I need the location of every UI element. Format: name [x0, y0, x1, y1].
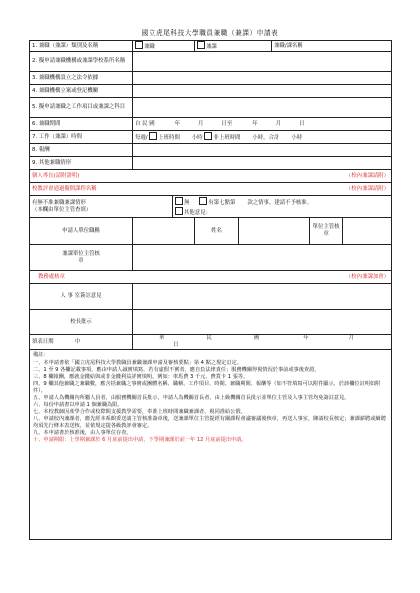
option-other-opinion: 其他意見：: [184, 209, 211, 216]
period-day-to: 日至: [221, 120, 233, 127]
row-registration: [30, 85, 392, 98]
note-item: 二、1 至 9 各欄記載事項，應由申請人誠實填寫，若有虛假不實者，應自負法律責任；服務機關得視情況於事前或事後查證。: [33, 367, 320, 373]
row-fill-date: [30, 335, 392, 350]
president-field[interactable]: [133, 310, 392, 335]
row-work-time: [30, 131, 392, 144]
supervisor-stamp-field[interactable]: [343, 218, 391, 244]
row-teaching-unit: [30, 245, 392, 271]
option-has-article: 有第七點第: [208, 199, 236, 206]
checkbox-none[interactable]: [175, 197, 183, 205]
form-title: 國立虎尾科技大學職員兼職（兼課）申請表: [141, 29, 279, 37]
note-item: 五、申請人為機關內所屬人員者，由服務機關首長批示，申請人為機關首長者，由上級機關首長批示並單位主管及人事主管均免簽註意見。: [33, 395, 350, 401]
row-conflict: [30, 196, 392, 218]
notes-section: [30, 350, 392, 540]
legal-basis-field[interactable]: [133, 72, 392, 85]
compensation-field[interactable]: [133, 144, 392, 157]
option-none: 無: [184, 199, 190, 206]
work-time-label: 7. 工作（兼課）時間: [30, 131, 133, 144]
fill-date-label: [30, 335, 133, 350]
hours-total-label: 小時，合計: [252, 135, 280, 141]
row-president: [30, 310, 392, 335]
other-jobs-label: 9. 其他兼職情形: [30, 157, 133, 170]
legal-basis-label: 3. 兼職機構設立之法令依據: [30, 72, 133, 85]
fill-date-hua: 華: [159, 335, 165, 341]
row-legal-basis: [30, 72, 392, 85]
hours-unit-1: 小時: [191, 135, 203, 141]
period-day2-unit: 日: [299, 120, 305, 127]
other-jobs-field[interactable]: [133, 157, 392, 170]
teaching-unit-field[interactable]: [133, 245, 392, 271]
note-item-deadline: 十、申請期限：上學期兼課於 6 月底前提出申請，下學期兼課於前一年 12 月底前提出申請。: [33, 437, 247, 443]
supervisor-stamp-label: 單位主管核章: [310, 218, 343, 244]
curriculum-label: 校教評會通過擬開課程名稱: [30, 183, 272, 196]
row-work-items: [30, 98, 392, 118]
row-curriculum: [30, 183, 392, 196]
checkbox-part-time-teaching[interactable]: [197, 41, 205, 49]
checkbox-part-time-job[interactable]: [135, 41, 143, 49]
note-item: 七、本校教師因產學合作或校際間支援教學需要，奉准上班時間兼職兼課者，視同准給公假。: [33, 409, 246, 415]
fill-date-min: 民: [206, 335, 212, 341]
supervisor-stamp-cell: [310, 218, 392, 245]
note-item: 九、本申請書於核准後，由人事單位存查。: [33, 430, 132, 436]
checkbox-other-opinion[interactable]: [175, 207, 183, 215]
organization-label: 2. 擬申請兼職機構或兼課學校系所名稱: [30, 52, 133, 72]
period-field[interactable]: [133, 118, 392, 131]
work-items-label: 5. 擬申請兼職之工作項目或兼課之科目: [30, 98, 133, 118]
checkbox-working-hours[interactable]: [149, 132, 157, 140]
work-time-field: [133, 131, 392, 144]
row-academic-affairs: [30, 271, 392, 284]
academic-affairs-label: 教務處核章: [30, 271, 239, 284]
president-label: 校長批示: [30, 310, 133, 335]
period-month-unit: 月: [198, 120, 204, 127]
applicant-unit-title-label: 申請人單位職稱: [30, 218, 133, 245]
option-working-hours: 上班時間: [158, 135, 180, 141]
expertise-note: （校內兼課請附）: [272, 170, 392, 183]
conflict-label-line2: （本欄由單位主管查填）: [32, 206, 92, 213]
category-options: [133, 41, 195, 52]
note-item: 六、每份申請書以申請 1 個兼職為限。: [33, 402, 123, 408]
category-label: 1. 兼職（兼課）類別及名稱: [30, 41, 133, 52]
organization-field[interactable]: [133, 52, 392, 72]
fill-date-day: 日: [173, 342, 179, 348]
category-name-field[interactable]: 兼職/課名稱: [272, 41, 392, 52]
note-item: 三、8 欄報酬，應就金錢給與或非金錢利益詳實填明。例如：車馬費 3 千元、費貨卡 1 張等。: [33, 374, 249, 380]
academic-affairs-note: （校內兼課加會）: [239, 271, 392, 284]
fill-date-year: 年: [303, 335, 309, 341]
period-year2-unit: 年: [252, 120, 258, 127]
personnel-label: 人 事 室簽註意見: [30, 284, 133, 310]
row-personnel: [30, 284, 392, 310]
fill-date-guo: 國: [253, 335, 260, 341]
work-items-field[interactable]: [133, 98, 392, 118]
notes-title: 備註：: [33, 352, 49, 358]
period-from: 自 民 國: [135, 120, 155, 127]
hours-unit-3: 小時: [291, 135, 303, 141]
teaching-unit-label: 兼課單位主管核章: [30, 245, 133, 271]
application-table: [29, 40, 392, 540]
row-expertise: [30, 170, 392, 183]
expertise-label: 個人專長(請附證明): [30, 170, 272, 183]
curriculum-note: （校內兼課請附）: [272, 183, 392, 196]
row-other-jobs: [30, 157, 392, 170]
registration-field[interactable]: [133, 85, 392, 98]
row-compensation: [30, 144, 392, 157]
registration-label: 4. 兼職機構立案或登記機關: [30, 85, 133, 98]
row-notes: [30, 350, 392, 540]
period-label: 6. 兼職期間: [30, 118, 133, 131]
row-category: [30, 41, 392, 52]
fill-date-field[interactable]: [133, 335, 392, 350]
note-item: 八、申請校內兼課者，應先經本系館委送請主管核准簽章後，送兼課單位主管提經有關課程會議審議後核章，再送人事室，陳請校長核定；兼課薪聘或續聘均須先行條本表送核，並依規定提各級教評會審定。: [33, 416, 386, 429]
checkbox-has-article[interactable]: [199, 197, 207, 205]
conflict-label: [30, 196, 173, 218]
fill-date-label-text: 填表日期: [32, 338, 54, 345]
option-part-time-job: 兼職: [144, 44, 155, 50]
conflict-field: [173, 196, 392, 218]
period-month2-unit: 月: [275, 120, 282, 127]
compensation-label: 8. 報酬: [30, 144, 133, 157]
row-period: [30, 118, 392, 131]
fill-date-month: 月: [348, 335, 355, 341]
application-form-page: [29, 26, 391, 540]
option-part-time-teaching: 兼課: [206, 44, 217, 50]
category-options-2: [195, 41, 272, 52]
fill-date-zhong: 中: [75, 338, 81, 345]
name-label: 姓名: [195, 218, 239, 245]
personnel-field[interactable]: [133, 284, 392, 310]
note-item: 四、9 欄其他兼職之兼職數，應含括兼職之事實或團體名稱、職稱、工作項目、時間、兼職期間、報酬等（如不符填寫可以附件顯示，於該欄位註明如附件）。: [33, 381, 381, 394]
work-time-prefix: 每週/: [135, 135, 148, 141]
applicant-unit-title-field[interactable]: [133, 218, 195, 245]
checkbox-non-working-hours[interactable]: [204, 132, 212, 140]
conflict-label-line1: 有無不准兼職兼課情形: [32, 199, 86, 206]
row-applicant-signature: [30, 218, 392, 245]
period-year-unit: 年: [174, 120, 181, 127]
option-has-article-tail: 款之情事，建請不予核准。: [247, 199, 313, 206]
option-non-working-hours: 非上班時間: [213, 135, 241, 141]
name-field[interactable]: [239, 218, 310, 245]
row-organization: [30, 52, 392, 72]
note-item: 一、本申請書依「國立虎尾科技大學教職員兼職兼課申請及審核要點」第 4 點之規定訂定。: [33, 360, 242, 366]
